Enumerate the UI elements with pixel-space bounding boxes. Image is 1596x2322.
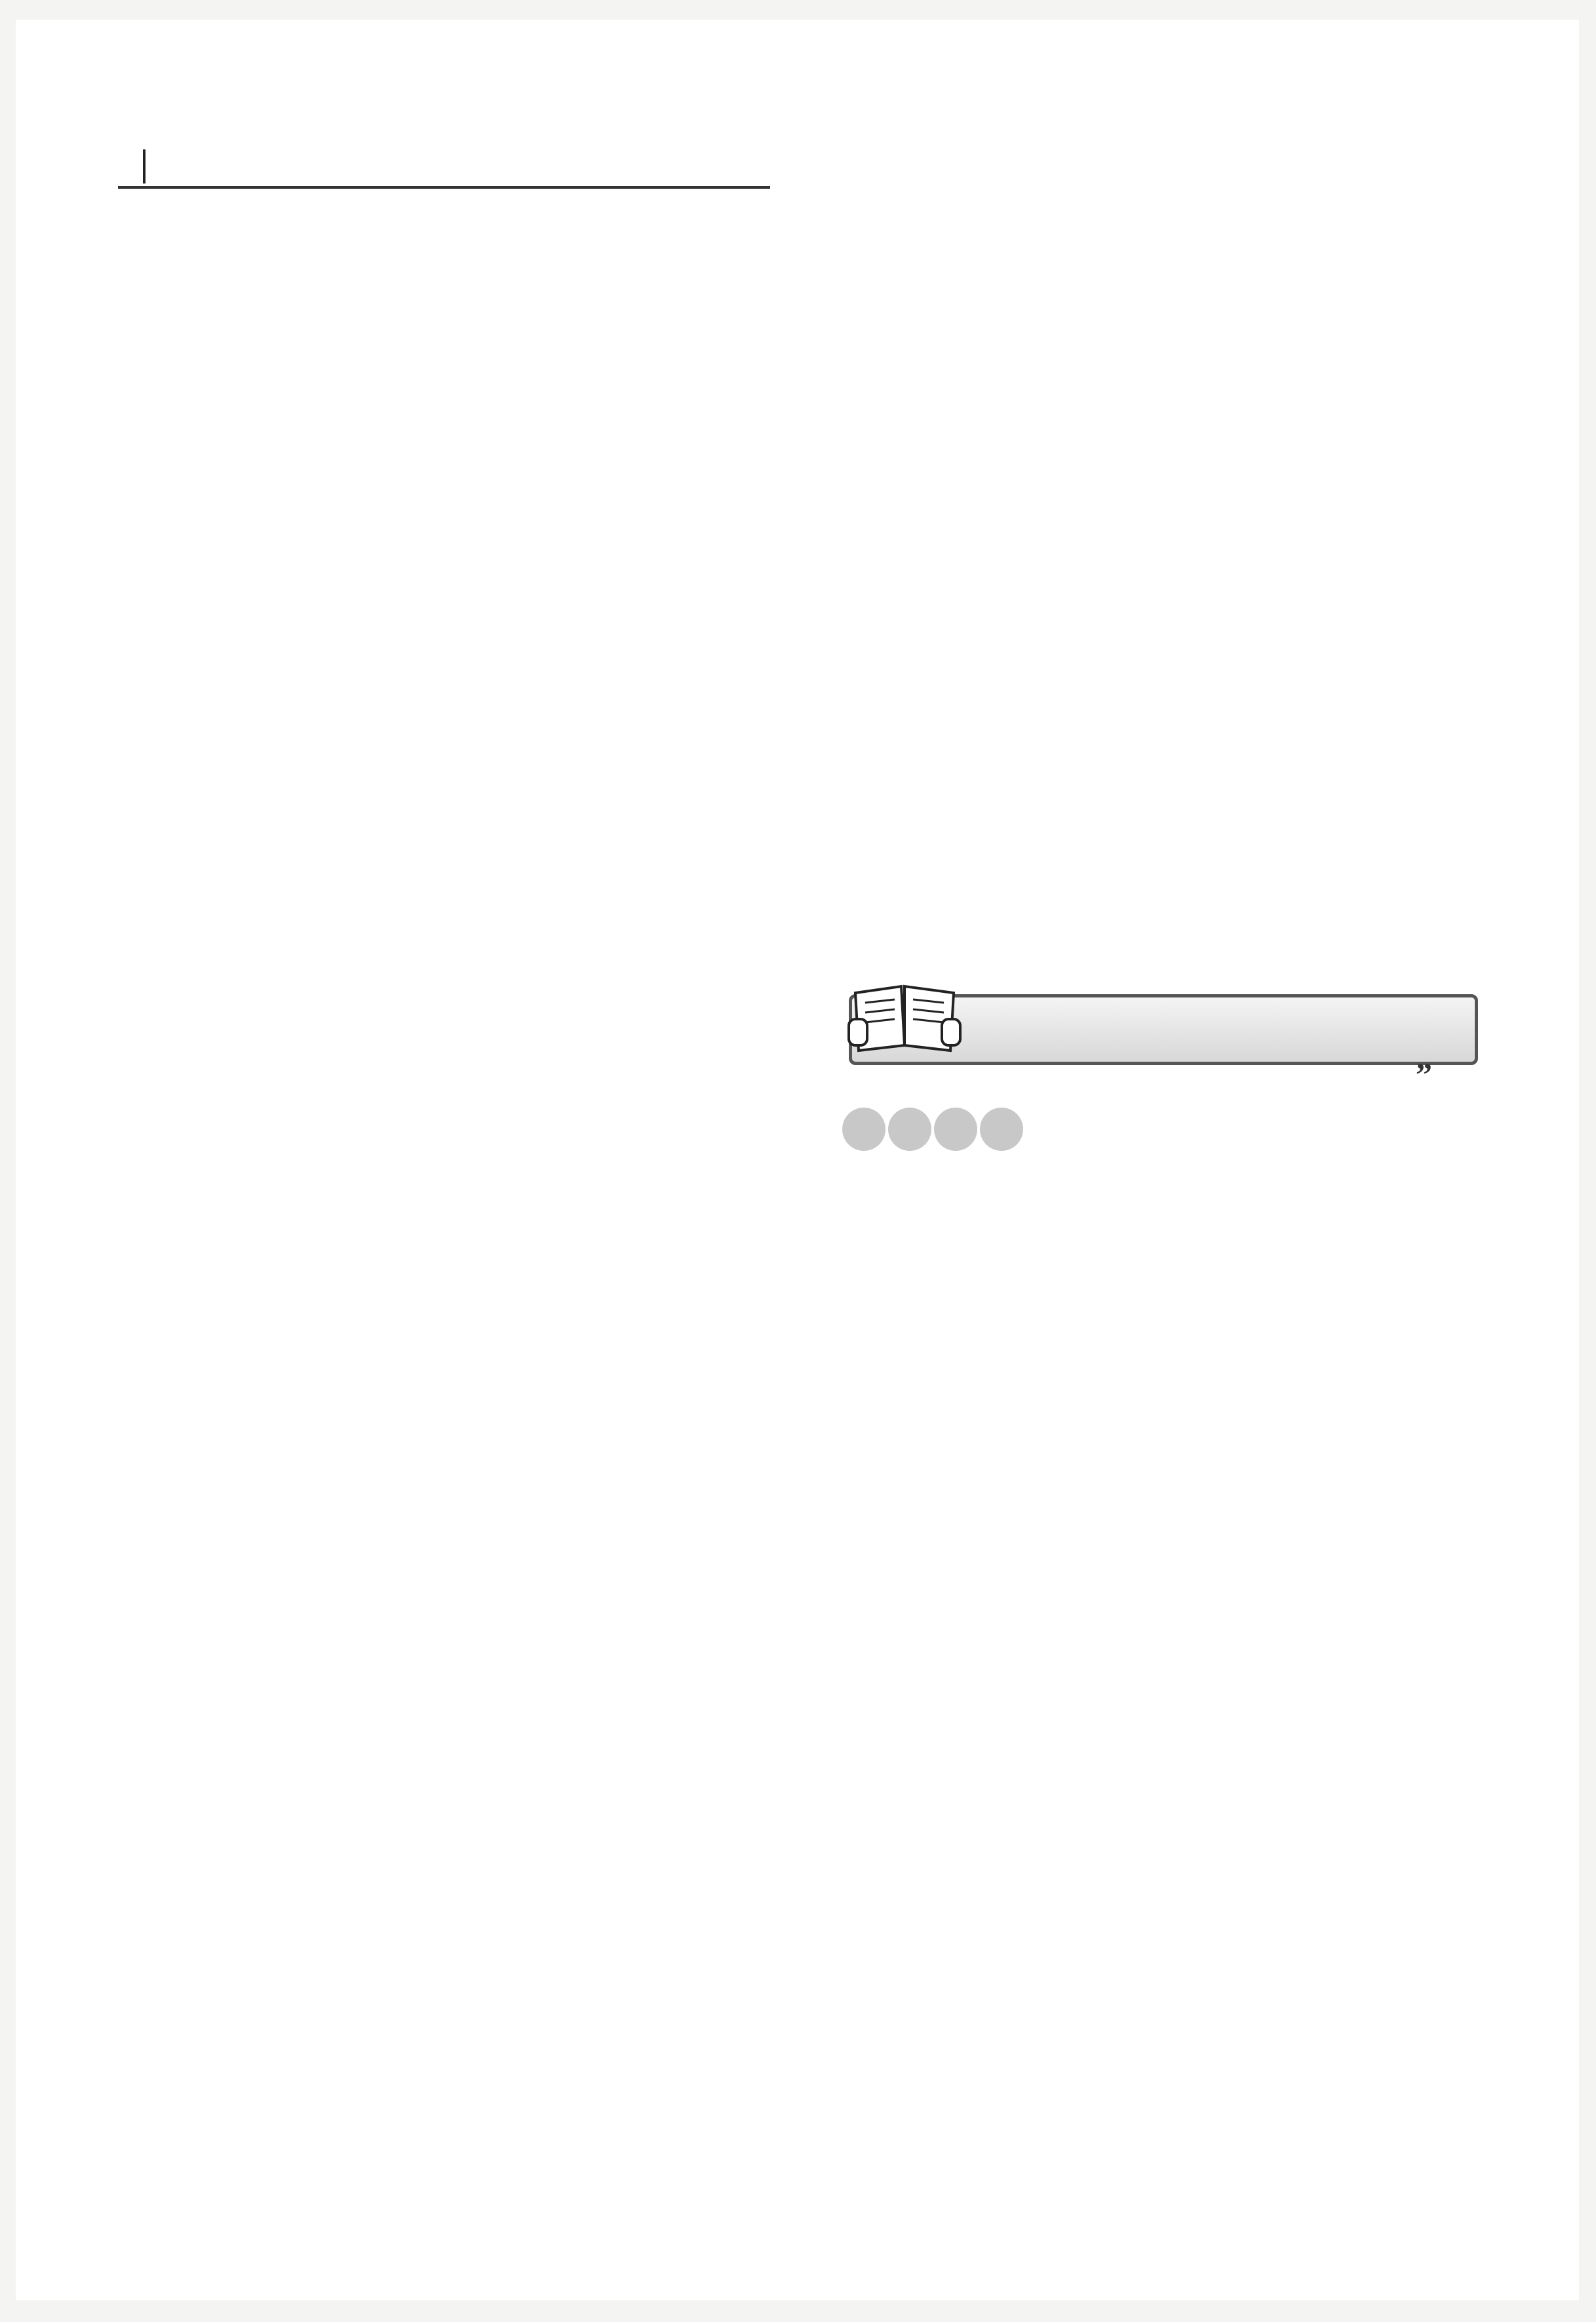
- kp-char: [934, 1108, 977, 1151]
- knowledge-point-label: [842, 1108, 1026, 1151]
- page-header: [118, 138, 151, 184]
- book-icon: [842, 980, 967, 1058]
- examples: [842, 1835, 1511, 1886]
- kp-char: [842, 1108, 886, 1151]
- kp-char: [888, 1108, 931, 1151]
- page: [16, 20, 1579, 2300]
- kp-char: [980, 1108, 1023, 1151]
- header-rule: [118, 186, 770, 189]
- quote-mark-icon: ”: [1416, 1056, 1432, 1093]
- grammar-banner: [842, 980, 1478, 1093]
- header-separator: [143, 149, 146, 184]
